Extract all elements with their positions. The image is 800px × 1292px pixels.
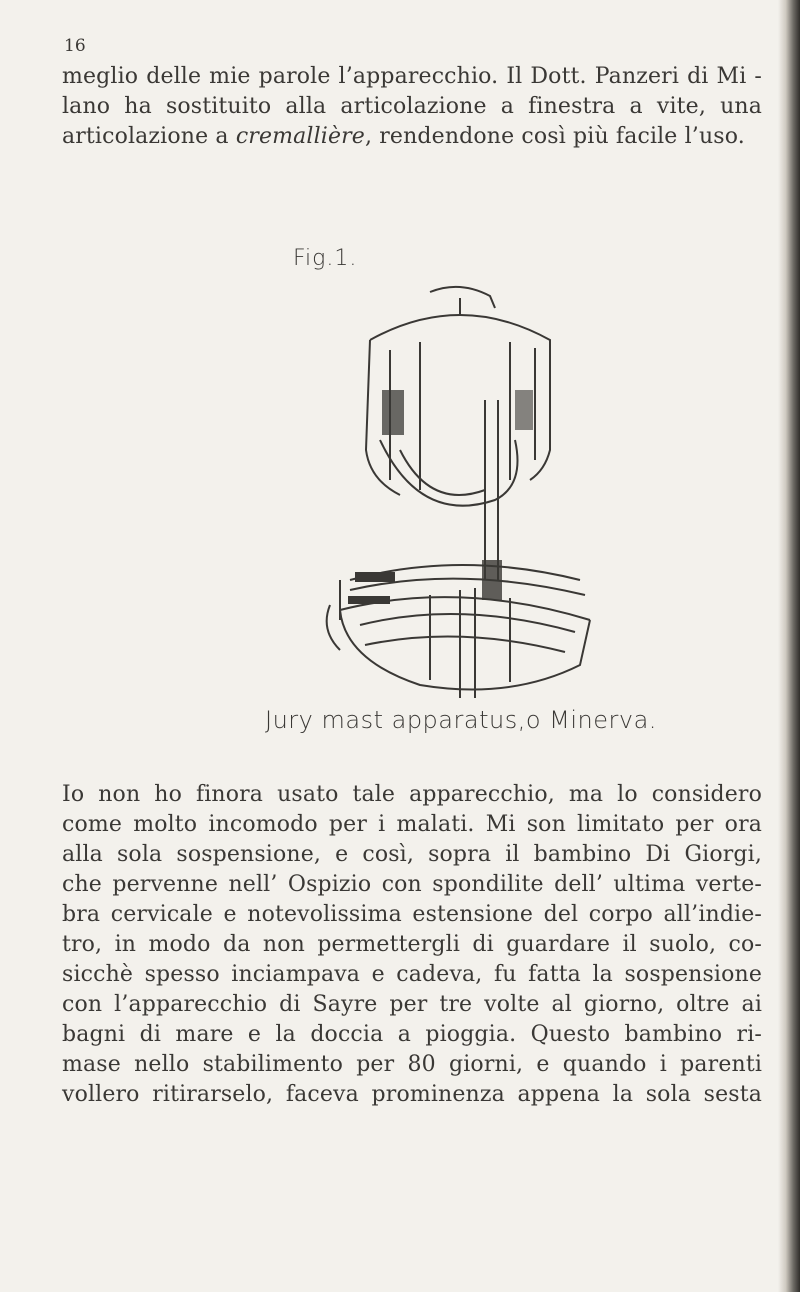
- paragraph-1: [62, 62, 762, 152]
- text-line: che pervenne nell’ Ospizio con spondilite dell’ ultima verte-: [62, 872, 762, 897]
- text-line: meglio delle mie parole l’apparecchio. Il Dott. Panzeri di Mi -: [62, 64, 762, 89]
- text-line: alla sola sospensione, e così, sopra il bambino Di Giorgi,: [62, 842, 762, 867]
- text-line: mase nello stabilimento per 80 giorni, e quando i parenti: [62, 1052, 762, 1077]
- text-line: come molto incomodo per i malati. Mi son limitato per ora: [62, 812, 762, 837]
- text-line: bagni di mare e la doccia a pioggia. Questo bambino ri-: [62, 1022, 762, 1047]
- figure-caption: Jury mast apparatus,o Minerva.: [265, 706, 657, 734]
- jury-mast-apparatus-illustration: [310, 280, 610, 700]
- text-line: bra cervicale e notevolissima estensione del corpo all’indie-: [62, 902, 762, 927]
- text-line: Io non ho finora usato tale apparecchio, ma lo considero: [62, 782, 762, 807]
- text-line: sicchè spesso inciampava e cadeva, fu fatta la sospensione: [62, 962, 762, 987]
- page-edge-shadow: [778, 0, 800, 1292]
- figure-label: Fig.1.: [293, 246, 358, 271]
- text-segment: , rendendone così più facile l’uso.: [364, 124, 745, 149]
- page-number: 16: [64, 36, 86, 56]
- text-line: con l’apparecchio di Sayre per tre volte al giorno, oltre ai: [62, 992, 762, 1017]
- text-line: lano ha sostituito alla articolazione a finestra a vite, una: [62, 94, 762, 119]
- text-line: vollero ritirarselo, faceva prominenza appena la sola sesta: [62, 1082, 762, 1107]
- paragraph-2: [62, 780, 762, 1110]
- text-line: [62, 122, 762, 152]
- text-segment: articolazione a: [62, 124, 229, 149]
- italic-term: cremallière: [235, 124, 365, 149]
- text-line: tro, in modo da non permettergli di guardare il suolo, co-: [62, 932, 762, 957]
